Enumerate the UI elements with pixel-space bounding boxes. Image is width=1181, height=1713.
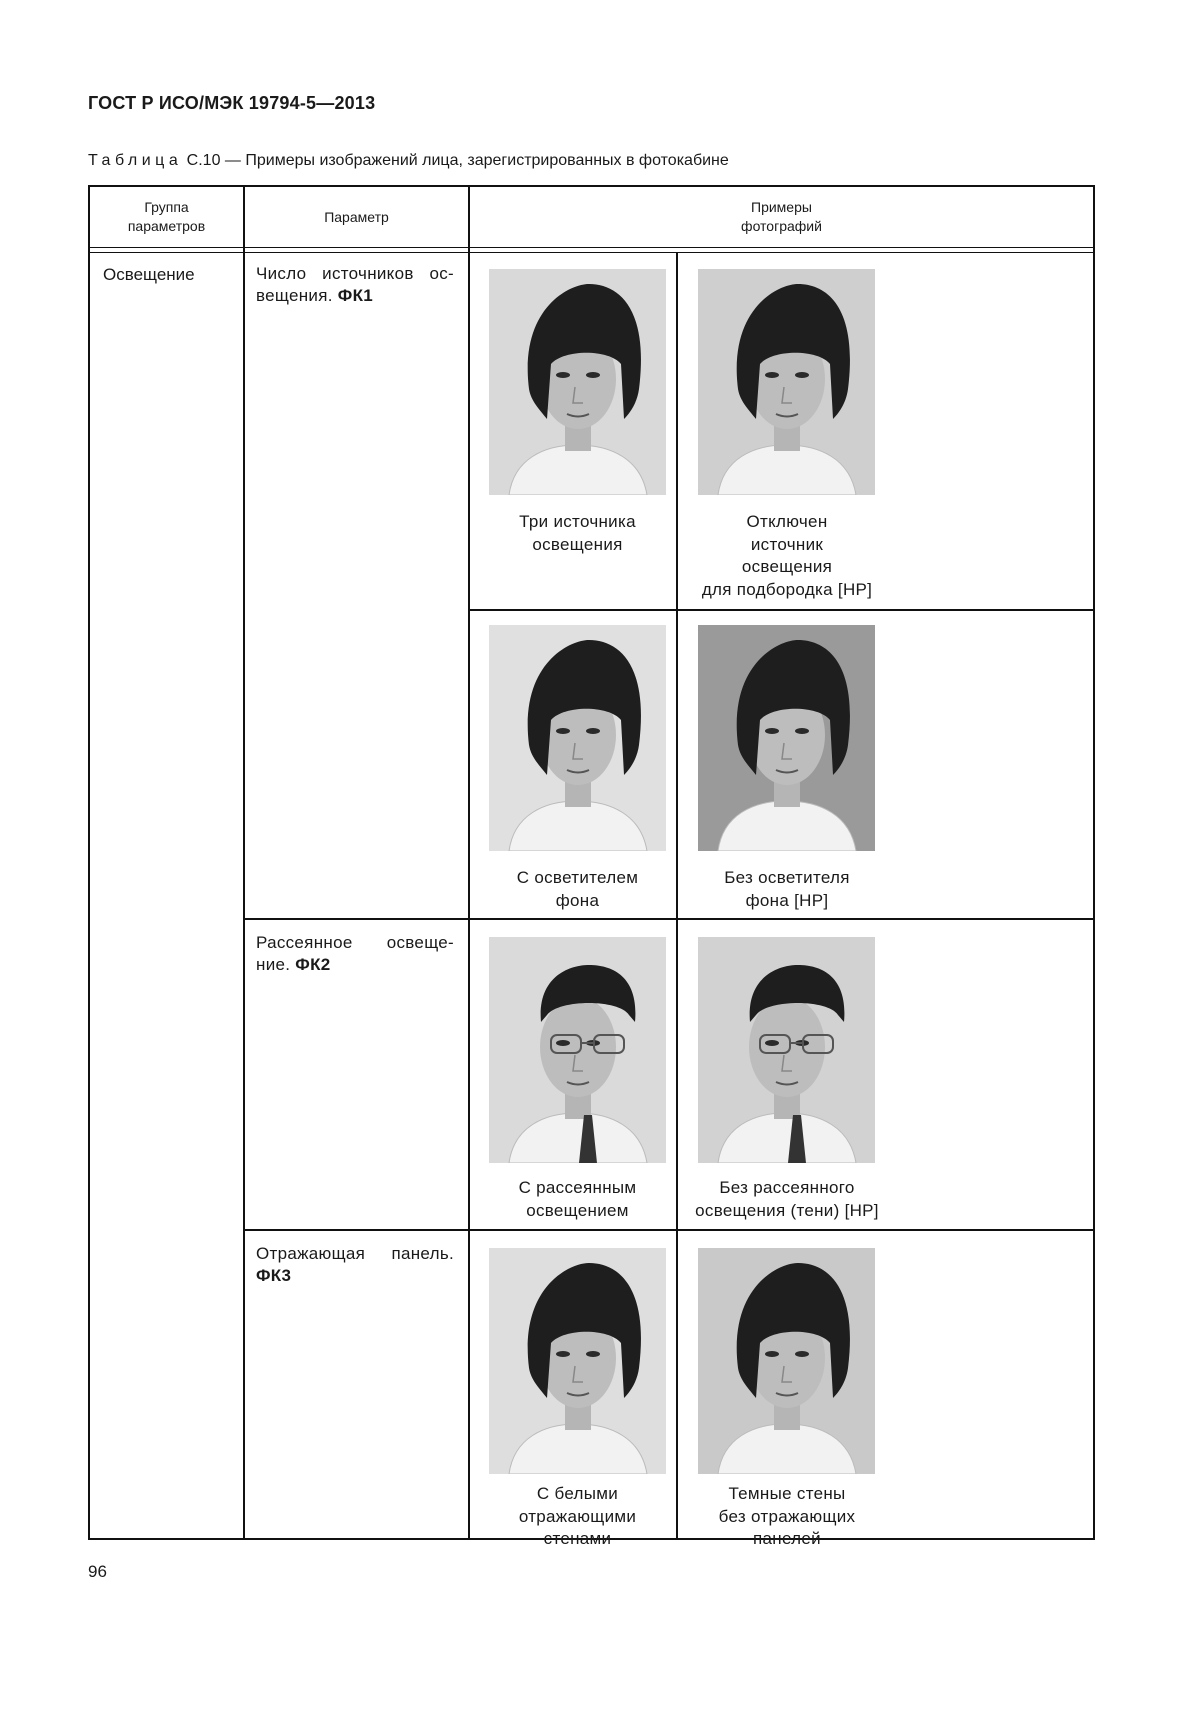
portrait-photo	[698, 1248, 875, 1474]
caption-background-light: С осветителем фона	[516, 868, 639, 910]
document-title: ГОСТ Р ИСО/МЭК 19794-5—2013	[88, 93, 376, 113]
caption-prefix: Таблица	[88, 152, 183, 169]
parameter-fk2	[256, 932, 454, 976]
portrait-photo	[489, 269, 666, 495]
column-divider	[243, 187, 245, 1538]
portrait-photo	[698, 625, 875, 851]
parameter-fk2-code: ФК2	[295, 955, 331, 974]
parameter-fk1	[256, 263, 454, 307]
portrait-photo	[698, 269, 875, 495]
header-examples: Примеры фотографий	[741, 199, 822, 234]
page-number: 96	[88, 1562, 107, 1581]
caption-no-diffuse-light: Без рассеянного освещения (тени) [НР]	[695, 1178, 879, 1220]
group-lighting: Освещение	[103, 265, 195, 284]
row-divider	[245, 1229, 1093, 1231]
parameter-fk1-line2	[256, 285, 454, 307]
caption-diffuse-light: С рассеянным освещением	[518, 1178, 637, 1220]
row-divider	[245, 918, 1093, 920]
header-group: Группа параметров	[127, 199, 206, 234]
header-double-rule	[90, 247, 1093, 253]
portrait-photo	[489, 625, 666, 851]
caption-chin-light-off: Отключен источник освещения для подбородка [НР]	[701, 512, 873, 599]
photo-examples-table	[88, 185, 1095, 1548]
parameter-fk1-code: ФК1	[337, 286, 374, 305]
caption-white-walls: С белыми отражающими стенами	[518, 1484, 637, 1548]
caption-three-sources: Три источника освещения	[519, 512, 636, 554]
table-caption	[88, 152, 729, 170]
portrait-photo	[698, 937, 875, 1163]
parameter-fk1-line1: Число источников ос-	[256, 264, 454, 283]
header-parameter: Параметр	[324, 208, 389, 225]
parameter-fk1-text: вещения.	[256, 286, 333, 305]
portrait-photo	[489, 1248, 666, 1474]
column-divider	[468, 187, 470, 1538]
parameter-fk2-text: ние.	[256, 955, 291, 974]
portrait-photo	[489, 937, 666, 1163]
parameter-fk3	[256, 1243, 454, 1287]
caption-dark-walls: Темные стены без отражающих панелей	[718, 1484, 856, 1548]
parameter-fk2-line2	[256, 954, 454, 976]
parameter-fk3-code: ФК3	[256, 1266, 292, 1285]
parameter-fk2-line1: Рассеянное освеще-	[256, 933, 454, 952]
parameter-fk3-line1: Отражающая панель.	[256, 1244, 454, 1263]
row-divider	[470, 609, 1093, 611]
parameter-fk3-line2	[256, 1265, 454, 1287]
caption-text: С.10 — Примеры изображений лица, зарегистрированных в фотокабине	[182, 152, 729, 169]
caption-no-background-light: Без осветителя фона [НР]	[724, 868, 850, 910]
